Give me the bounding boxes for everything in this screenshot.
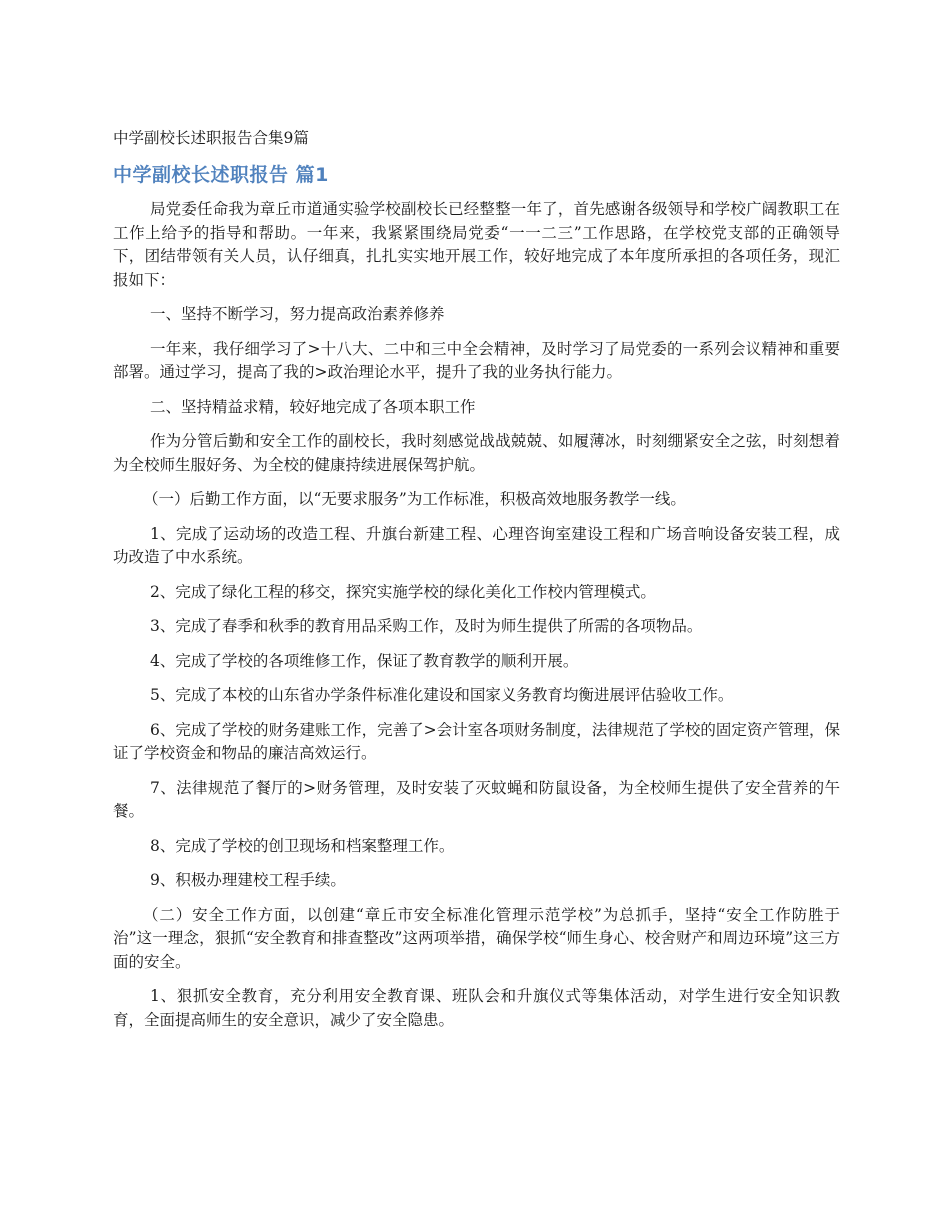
- document-title: 中学副校长述职报告合集9篇: [113, 129, 309, 147]
- point-heading-1: 一、坚持不断学习，努力提高政治素养修养: [150, 305, 445, 323]
- list-item-1: 1、完成了运动场的改造工程、升旗台新建工程、心理咨询室建设工程和广场音响设备安装工程，成功改造了中水系统。: [113, 524, 840, 566]
- list-item-9: 9、积极办理建校工程手续。: [150, 871, 346, 889]
- paragraph-duty: 作为分管后勤和安全工作的副校长，我时刻感觉战战兢兢、如履薄冰，时刻绷紧安全之弦，时刻想着为全校师生服好务、为全校的健康持续进展保驾护航。: [113, 432, 840, 474]
- list-item-6: 6、完成了学校的财务建账工作，完善了>会计室各项财务制度，法律规范了学校的固定资产管理，保证了学校资金和物品的廉洁高效运行。: [113, 720, 840, 762]
- intro-paragraph: 局党委任命我为章丘市道通实验学校副校长已经整整一年了，首先感谢各级领导和学校广阔教职工在工作上给予的指导和帮助。一年来，我紧紧围绕局党委“一一二三”工作思路，在学校党支部的正确领导下，团结带领有关人员，认仔细真，扎扎实实地开展工作，较好地完成了本年度所承担的各项任务，现汇报如下：: [113, 200, 840, 289]
- list-item-5: 5、完成了本校的山东省办学条件标准化建设和国家义务教育均衡进展评估验收工作。: [150, 686, 734, 704]
- list-item-3: 3、完成了春季和秋季的教育用品采购工作，及时为师生提供了所需的各项物品。: [150, 617, 703, 635]
- list-item-8: 8、完成了学校的创卫现场和档案整理工作。: [150, 836, 455, 855]
- safety-item-1: 1、狠抓安全教育，充分利用安全教育课、班队会和升旗仪式等集体活动，对学生进行安全知识教育，全面提高师生的安全意识，减少了安全隐患。: [113, 987, 840, 1029]
- point-heading-2: 二、坚持精益求精，较好地完成了各项本职工作: [150, 397, 476, 416]
- paragraph-study: 一年来，我仔细学习了>十八大、二中和三中全会精神，及时学习了局党委的一系列会议精神和重要部署。通过学习，提高了我的>政治理论水平，提升了我的业务执行能力。: [113, 339, 840, 381]
- subsection-logistics: （一）后勤工作方面，以“无要求服务”为工作标准，积极高效地服务教学一线。: [143, 490, 686, 508]
- document-body: [113, 127, 840, 1043]
- list-item-2: 2、完成了绿化工程的移交，探究实施学校的绿化美化工作校内管理模式。: [150, 582, 656, 601]
- list-item-7: 7、法律规范了餐厅的>财务管理，及时安装了灭蚊蝇和防鼠设备，为全校师生提供了安全营养的午餐。: [113, 778, 840, 820]
- section-heading: 中学副校长述职报告 篇1: [113, 164, 329, 186]
- list-item-4: 4、完成了学校的各项维修工作，保证了教育教学的顺利开展。: [150, 651, 579, 670]
- subsection-safety: （二）安全工作方面，以创建“章丘市安全标准化管理示范学校”为总抓手，坚持“安全工作防胜于治”这一理念，狠抓“安全教育和排查整改”这两项举措，确保学校“师生身心、校舍财产和周边环境”这三方面的安全。: [113, 905, 840, 971]
